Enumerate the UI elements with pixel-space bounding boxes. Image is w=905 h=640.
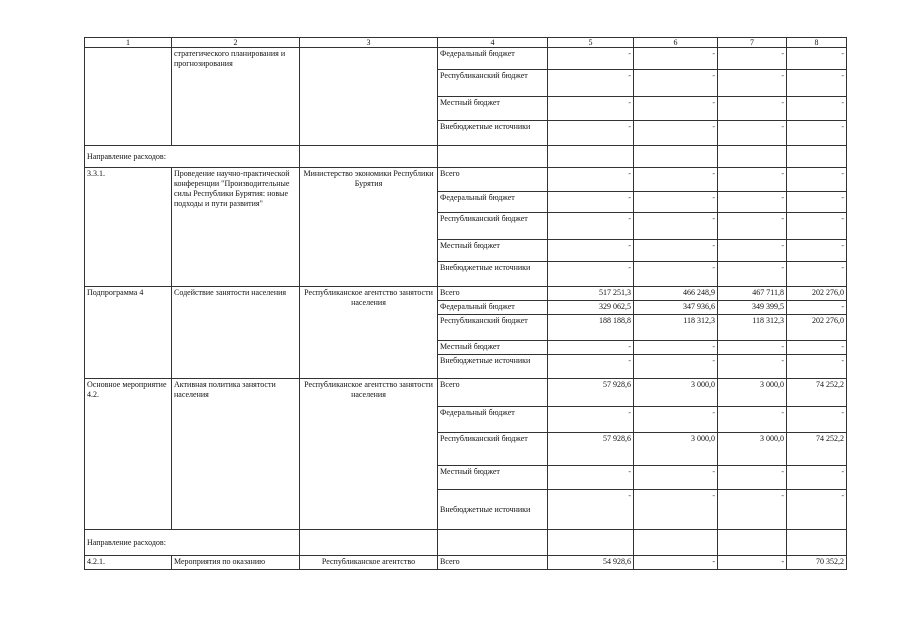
source-cell: Местный бюджет: [438, 341, 548, 355]
value-cell: -: [548, 341, 634, 355]
value-cell: -: [787, 97, 847, 121]
name-cell: Мероприятия по оказанию: [172, 556, 300, 570]
col-header: 1: [85, 38, 172, 48]
executor-cell: Республиканское агентство: [300, 556, 438, 570]
table-row: [85, 379, 847, 407]
value-cell: -: [787, 70, 847, 97]
value-cell: -: [548, 262, 634, 287]
value-cell: -: [548, 466, 634, 490]
value-cell: -: [634, 213, 718, 240]
value-cell: -: [634, 121, 718, 146]
value-cell: 57 928,6: [548, 379, 634, 407]
value-cell: -: [634, 48, 718, 70]
table-row: [85, 287, 847, 301]
value-cell: -: [548, 121, 634, 146]
source-cell: Всего: [438, 379, 548, 407]
value-cell: -: [634, 556, 718, 570]
value-cell: 329 062,5: [548, 301, 634, 315]
col-header: 4: [438, 38, 548, 48]
value-cell: -: [548, 97, 634, 121]
value-cell: 118 312,3: [634, 315, 718, 341]
value-cell: -: [548, 70, 634, 97]
value-cell: -: [634, 490, 718, 530]
col-header: 5: [548, 38, 634, 48]
source-cell: Федеральный бюджет: [438, 301, 548, 315]
value-cell: -: [548, 490, 634, 530]
value-cell: -: [718, 70, 787, 97]
value-cell: -: [634, 341, 718, 355]
value-cell: -: [787, 407, 847, 433]
source-cell: Всего: [438, 287, 548, 301]
col-header: 6: [634, 38, 718, 48]
value-cell: -: [634, 466, 718, 490]
source-cell: Внебюджетные источники: [438, 355, 548, 379]
code-cell: Основное мероприятие 4.2.: [85, 379, 172, 530]
value-cell: -: [634, 168, 718, 192]
name-cell: Содействие занятости населения: [172, 287, 300, 379]
source-cell: Республиканский бюджет: [438, 433, 548, 466]
name-cell: стратегического планирования и прогнозирования: [172, 48, 300, 146]
value-cell: -: [718, 213, 787, 240]
source-cell: Местный бюджет: [438, 97, 548, 121]
code-cell: Подпрограмма 4: [85, 287, 172, 379]
source-cell: Федеральный бюджет: [438, 407, 548, 433]
executor-cell: [300, 48, 438, 146]
code-cell: 3.3.1.: [85, 168, 172, 287]
header-row: [85, 38, 847, 48]
col-header: 8: [787, 38, 847, 48]
source-cell: Внебюджетные источники: [438, 490, 548, 530]
value-cell: 188 188,8: [548, 315, 634, 341]
value-cell: -: [787, 240, 847, 262]
value-cell: -: [548, 168, 634, 192]
value-cell: 74 252,2: [787, 379, 847, 407]
name-cell: Проведение научно-практической конференции "Производительные силы Республики Бурятия: новые подходы и пути развития": [172, 168, 300, 287]
value-cell: 202 276,0: [787, 315, 847, 341]
value-cell: 3 000,0: [718, 379, 787, 407]
source-cell: Республиканский бюджет: [438, 213, 548, 240]
source-cell: Республиканский бюджет: [438, 70, 548, 97]
code-cell: 4.2.1.: [85, 556, 172, 570]
value-cell: -: [718, 97, 787, 121]
source-cell: Республиканский бюджет: [438, 315, 548, 341]
table-row: [85, 168, 847, 192]
value-cell: -: [718, 355, 787, 379]
table-row: [85, 556, 847, 570]
value-cell: -: [787, 490, 847, 530]
value-cell: 3 000,0: [634, 379, 718, 407]
source-cell: Всего: [438, 556, 548, 570]
value-cell: -: [634, 262, 718, 287]
name-cell: Активная политика занятости населения: [172, 379, 300, 530]
value-cell: -: [634, 240, 718, 262]
value-cell: -: [787, 466, 847, 490]
value-cell: -: [787, 192, 847, 213]
direction-label: Направление расходов:: [85, 146, 300, 168]
value-cell: -: [634, 355, 718, 379]
value-cell: -: [718, 407, 787, 433]
value-cell: -: [634, 407, 718, 433]
value-cell: -: [548, 407, 634, 433]
value-cell: 466 248,9: [634, 287, 718, 301]
direction-row: [85, 530, 847, 556]
value-cell: -: [787, 213, 847, 240]
source-cell: Местный бюджет: [438, 466, 548, 490]
value-cell: 118 312,3: [718, 315, 787, 341]
value-cell: -: [787, 48, 847, 70]
value-cell: -: [718, 556, 787, 570]
value-cell: 3 000,0: [718, 433, 787, 466]
value-cell: -: [718, 466, 787, 490]
value-cell: 3 000,0: [634, 433, 718, 466]
value-cell: 202 276,0: [787, 287, 847, 301]
value-cell: 517 251,3: [548, 287, 634, 301]
source-cell: Внебюджетные источники: [438, 121, 548, 146]
col-header: 7: [718, 38, 787, 48]
value-cell: -: [718, 490, 787, 530]
executor-cell: Республиканское агентство занятости населения: [300, 379, 438, 530]
value-cell: -: [634, 192, 718, 213]
value-cell: 349 399,5: [718, 301, 787, 315]
value-cell: -: [718, 240, 787, 262]
value-cell: -: [718, 121, 787, 146]
value-cell: -: [548, 213, 634, 240]
col-header: 3: [300, 38, 438, 48]
value-cell: 54 928,6: [548, 556, 634, 570]
value-cell: -: [718, 262, 787, 287]
col-header: 2: [172, 38, 300, 48]
value-cell: -: [718, 168, 787, 192]
value-cell: 347 936,6: [634, 301, 718, 315]
budget-table: [84, 37, 847, 570]
source-cell: Федеральный бюджет: [438, 48, 548, 70]
value-cell: -: [718, 192, 787, 213]
value-cell: -: [634, 70, 718, 97]
value-cell: 57 928,6: [548, 433, 634, 466]
value-cell: 467 711,8: [718, 287, 787, 301]
table-row: [85, 48, 847, 70]
value-cell: -: [787, 262, 847, 287]
direction-label: Направление расходов:: [85, 530, 300, 556]
source-cell: Местный бюджет: [438, 240, 548, 262]
value-cell: 74 252,2: [787, 433, 847, 466]
value-cell: -: [634, 97, 718, 121]
value-cell: -: [787, 341, 847, 355]
source-cell: Внебюджетные источники: [438, 262, 548, 287]
value-cell: -: [548, 355, 634, 379]
value-cell: -: [548, 240, 634, 262]
value-cell: -: [548, 48, 634, 70]
value-cell: -: [548, 192, 634, 213]
value-cell: 70 352,2: [787, 556, 847, 570]
source-cell: Федеральный бюджет: [438, 192, 548, 213]
direction-row: [85, 146, 847, 168]
value-cell: -: [787, 168, 847, 192]
source-cell: Всего: [438, 168, 548, 192]
value-cell: -: [787, 301, 847, 315]
executor-cell: Министерство экономики Республики Бурятия: [300, 168, 438, 287]
value-cell: -: [718, 341, 787, 355]
executor-cell: Республиканское агентство занятости населения: [300, 287, 438, 379]
value-cell: -: [787, 121, 847, 146]
value-cell: -: [718, 48, 787, 70]
value-cell: -: [787, 355, 847, 379]
code-cell: [85, 48, 172, 146]
